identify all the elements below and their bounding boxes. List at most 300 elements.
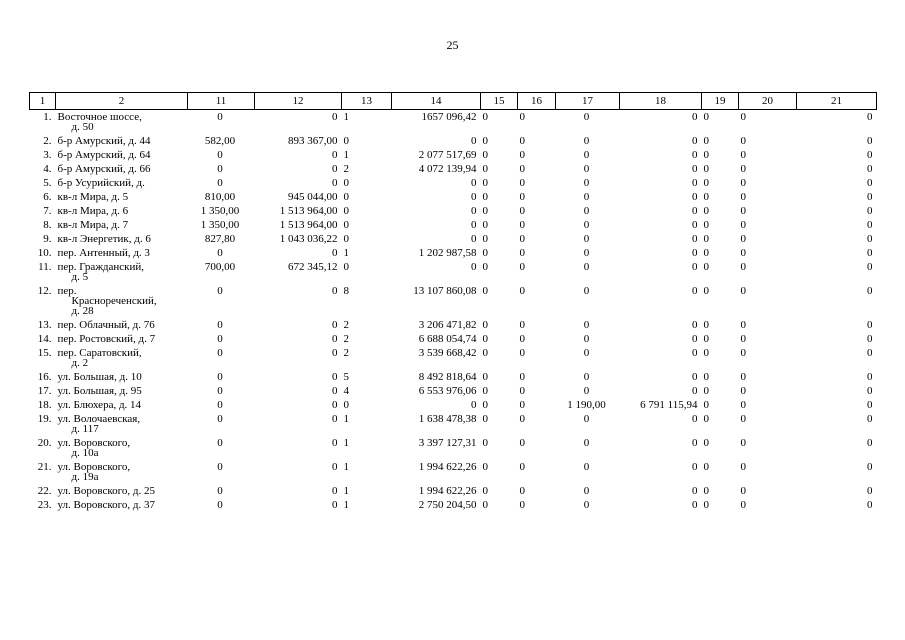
value-cell-21: 0 [867, 205, 873, 217]
value-cell-20: 0 [740, 163, 746, 175]
value-cell-11: 0 [217, 149, 223, 161]
value-cell-18: 0 [692, 461, 698, 473]
value-cell-14: 0 [471, 261, 477, 273]
value-cell-19: 0 [703, 233, 709, 245]
row-number: 14. [37, 333, 52, 345]
value-cell-17: 0 [583, 285, 590, 297]
value-cell-12: 0 [332, 399, 338, 411]
value-cell-14: 6 553 976,06 [418, 385, 477, 397]
table-row [30, 332, 877, 346]
column-header: 12 [255, 93, 342, 110]
address-line: кв-л Мира, д. 6 [57, 205, 129, 217]
value-cell-14: 13 107 860,08 [413, 285, 477, 297]
value-cell-15: 0 [482, 163, 488, 175]
table-row [30, 346, 877, 370]
row-number: 9. [43, 233, 52, 245]
value-cell-16: 0 [519, 485, 525, 497]
table-row [30, 318, 877, 332]
value-cell-18: 0 [692, 219, 698, 231]
value-cell-17: 0 [583, 371, 590, 383]
table-row [30, 436, 877, 460]
page-number: 25 [446, 38, 459, 52]
value-cell-12: 893 367,00 [288, 135, 338, 147]
value-cell-16: 0 [519, 177, 525, 189]
value-cell-18: 0 [692, 371, 698, 383]
value-cell-13: 2 [343, 333, 349, 345]
row-number: 8. [43, 219, 52, 231]
value-cell-11: 0 [217, 371, 223, 383]
value-cell-13: 0 [343, 219, 349, 231]
column-header: 20 [739, 93, 797, 110]
value-cell-20: 0 [740, 205, 746, 217]
value-cell-15: 0 [482, 219, 488, 231]
value-cell-20: 0 [740, 191, 746, 203]
address-line: пер. Облачный, д. 76 [57, 319, 155, 331]
value-cell-18: 0 [692, 413, 698, 425]
value-cell-20: 0 [740, 413, 746, 425]
value-cell-14: 4 072 139,94 [418, 163, 477, 175]
value-cell-21: 0 [867, 247, 873, 259]
value-cell-16: 0 [519, 205, 525, 217]
value-cell-19: 0 [703, 319, 709, 331]
value-cell-12: 0 [332, 385, 338, 397]
value-cell-11: 0 [217, 319, 223, 331]
value-cell-15: 0 [482, 437, 488, 449]
value-cell-13: 2 [343, 163, 349, 175]
value-cell-21: 0 [867, 485, 873, 497]
table-row [30, 246, 877, 260]
table-row [30, 412, 877, 436]
value-cell-12: 945 044,00 [288, 191, 338, 203]
row-number: 7. [43, 205, 52, 217]
value-cell-15: 0 [482, 499, 488, 511]
value-cell-13: 4 [343, 385, 349, 397]
row-number: 20. [37, 437, 52, 449]
value-cell-13: 2 [343, 319, 349, 331]
value-cell-16: 0 [519, 461, 525, 473]
value-cell-16: 0 [519, 333, 525, 345]
value-cell-18: 0 [692, 205, 698, 217]
value-cell-18: 6 791 115,94 [640, 399, 698, 411]
address-line: д. 2 [71, 357, 89, 369]
value-cell-16: 0 [519, 111, 525, 123]
table-row [30, 176, 877, 190]
value-cell-18: 0 [692, 499, 698, 511]
address-line: б-р Усурийский, д. [57, 177, 145, 189]
value-cell-15: 0 [482, 371, 488, 383]
value-cell-20: 0 [740, 499, 746, 511]
column-header: 19 [702, 93, 739, 110]
value-cell-20: 0 [740, 149, 746, 161]
address-cell [56, 318, 188, 332]
value-cell-15: 0 [482, 191, 488, 203]
address-line: ул. Воровского, д. 25 [57, 485, 155, 497]
value-cell-12: 0 [332, 485, 338, 497]
value-cell-11: 0 [217, 333, 223, 345]
value-cell-11: 0 [217, 347, 223, 359]
value-cell-14: 0 [471, 219, 477, 231]
value-cell-19: 0 [703, 485, 709, 497]
value-cell-18: 0 [692, 233, 698, 245]
value-cell-14: 0 [471, 233, 477, 245]
table-row [30, 204, 877, 218]
value-cell-18: 0 [692, 485, 698, 497]
value-cell-21: 0 [867, 371, 873, 383]
value-cell-19: 0 [703, 333, 709, 345]
row-number: 6. [43, 191, 52, 203]
address-cell [56, 436, 188, 460]
value-cell-17: 0 [583, 177, 590, 189]
value-cell-17: 1 190,00 [567, 399, 606, 411]
table-row [30, 370, 877, 384]
value-cell-19: 0 [703, 461, 709, 473]
value-cell-19: 0 [703, 347, 709, 359]
value-cell-20: 0 [740, 135, 746, 147]
value-cell-16: 0 [519, 149, 525, 161]
address-cell [56, 484, 188, 498]
value-cell-20: 0 [740, 437, 746, 449]
value-cell-21: 0 [867, 413, 873, 425]
row-number: 10. [37, 247, 52, 259]
address-line: кв-л Энергетик, д. 6 [57, 233, 151, 245]
value-cell-16: 0 [519, 191, 525, 203]
value-cell-16: 0 [519, 219, 525, 231]
value-cell-11: 700,00 [204, 261, 236, 273]
value-cell-15: 0 [482, 413, 488, 425]
value-cell-12: 0 [332, 247, 338, 259]
value-cell-19: 0 [703, 219, 709, 231]
value-cell-17: 0 [583, 499, 590, 511]
value-cell-19: 0 [703, 385, 709, 397]
column-header: 14 [392, 93, 481, 110]
row-number: 11. [38, 261, 52, 273]
address-line: б-р Амурский, д. 44 [57, 135, 151, 147]
value-cell-16: 0 [519, 135, 525, 147]
value-cell-11: 0 [217, 385, 223, 397]
value-cell-19: 0 [703, 111, 709, 123]
value-cell-13: 5 [343, 371, 349, 383]
address-cell [56, 498, 188, 512]
value-cell-14: 1 994 622,26 [418, 461, 477, 473]
address-line: д. 28 [71, 305, 94, 317]
value-cell-20: 0 [740, 261, 746, 273]
value-cell-20: 0 [740, 233, 746, 245]
column-header: 15 [481, 93, 518, 110]
address-cell [56, 204, 188, 218]
value-cell-17: 0 [583, 437, 590, 449]
value-cell-14: 2 077 517,69 [418, 149, 477, 161]
value-cell-15: 0 [482, 261, 488, 273]
value-cell-15: 0 [482, 319, 488, 331]
row-number: 13. [37, 319, 52, 331]
value-cell-12: 0 [332, 347, 338, 359]
row-number: 15. [37, 347, 52, 359]
value-cell-13: 8 [343, 285, 349, 297]
value-cell-21: 0 [867, 163, 873, 175]
column-header: 21 [797, 93, 877, 110]
value-cell-13: 0 [343, 191, 349, 203]
value-cell-17: 0 [583, 385, 590, 397]
value-cell-21: 0 [867, 191, 873, 203]
value-cell-21: 0 [867, 233, 873, 245]
value-cell-14: 8 492 818,64 [418, 371, 477, 383]
address-cell [56, 260, 188, 284]
value-cell-11: 0 [217, 413, 223, 425]
address-line: пер. Гражданский, [57, 261, 145, 273]
value-cell-13: 0 [343, 261, 349, 273]
value-cell-13: 1 [343, 499, 349, 511]
value-cell-15: 0 [482, 111, 488, 123]
value-cell-13: 1 [343, 247, 349, 259]
value-cell-18: 0 [692, 177, 698, 189]
value-cell-18: 0 [692, 191, 698, 203]
value-cell-13: 0 [343, 177, 349, 189]
address-cell [56, 370, 188, 384]
value-cell-17: 0 [583, 319, 590, 331]
table-row [30, 134, 877, 148]
address-line: ул. Воровского, [57, 461, 131, 473]
value-cell-20: 0 [740, 219, 746, 231]
value-cell-13: 1 [343, 461, 349, 473]
value-cell-18: 0 [692, 437, 698, 449]
value-cell-11: 1 350,00 [200, 219, 240, 231]
address-cell [56, 284, 188, 318]
value-cell-15: 0 [482, 149, 488, 161]
address-cell [56, 110, 188, 135]
address-cell [56, 218, 188, 232]
value-cell-13: 0 [343, 233, 349, 245]
address-line: пер. [57, 285, 77, 297]
value-cell-16: 0 [519, 233, 525, 245]
table-row [30, 190, 877, 204]
address-line: д. 10а [71, 447, 99, 459]
value-cell-13: 1 [343, 149, 349, 161]
address-cell [56, 232, 188, 246]
value-cell-21: 0 [867, 219, 873, 231]
value-cell-16: 0 [519, 371, 525, 383]
address-line: ул. Воровского, д. 37 [57, 499, 155, 511]
value-cell-12: 0 [332, 163, 338, 175]
value-cell-12: 0 [332, 149, 338, 161]
value-cell-14: 3 206 471,82 [418, 319, 477, 331]
value-cell-14: 3 397 127,31 [418, 437, 477, 449]
table-row [30, 498, 877, 512]
value-cell-17: 0 [583, 333, 590, 345]
data-table [29, 92, 877, 512]
value-cell-12: 0 [332, 111, 338, 123]
value-cell-16: 0 [519, 285, 525, 297]
value-cell-19: 0 [703, 437, 709, 449]
value-cell-20: 0 [740, 247, 746, 259]
value-cell-13: 1 [343, 437, 349, 449]
address-line: б-р Амурский, д. 66 [57, 163, 151, 175]
table-row [30, 232, 877, 246]
table-row [30, 110, 877, 135]
value-cell-14: 1657 096,42 [421, 111, 477, 123]
value-cell-13: 1 [343, 111, 349, 123]
value-cell-11: 0 [217, 499, 223, 511]
row-number: 3. [43, 149, 52, 161]
value-cell-16: 0 [519, 261, 525, 273]
value-cell-15: 0 [482, 461, 488, 473]
address-line: ул. Большая, д. 10 [57, 371, 142, 383]
address-line: д. 5 [71, 271, 89, 283]
row-number: 2. [43, 135, 52, 147]
row-number: 21. [37, 461, 52, 473]
value-cell-18: 0 [692, 261, 698, 273]
value-cell-11: 0 [217, 285, 223, 297]
value-cell-21: 0 [867, 399, 873, 411]
value-cell-17: 0 [583, 261, 590, 273]
row-number: 5. [43, 177, 52, 189]
address-cell [56, 398, 188, 412]
value-cell-17: 0 [583, 111, 590, 123]
value-cell-21: 0 [867, 461, 873, 473]
value-cell-18: 0 [692, 285, 698, 297]
address-cell [56, 460, 188, 484]
row-number: 16. [37, 371, 52, 383]
address-cell [56, 384, 188, 398]
value-cell-20: 0 [740, 399, 746, 411]
value-cell-16: 0 [519, 399, 525, 411]
value-cell-12: 0 [332, 333, 338, 345]
table-row [30, 260, 877, 284]
value-cell-19: 0 [703, 399, 709, 411]
value-cell-15: 0 [482, 347, 488, 359]
address-line: д. 19а [71, 471, 99, 483]
value-cell-18: 0 [692, 135, 698, 147]
value-cell-13: 0 [343, 399, 349, 411]
value-cell-17: 0 [583, 347, 590, 359]
value-cell-20: 0 [740, 333, 746, 345]
value-cell-15: 0 [482, 135, 488, 147]
address-cell [56, 176, 188, 190]
address-cell [56, 134, 188, 148]
column-header: 17 [556, 93, 620, 110]
value-cell-19: 0 [703, 261, 709, 273]
value-cell-12: 0 [332, 371, 338, 383]
value-cell-13: 0 [343, 135, 349, 147]
address-line: пер. Ростовский, д. 7 [57, 333, 156, 345]
value-cell-21: 0 [867, 499, 873, 511]
column-header: 1 [30, 93, 56, 110]
value-cell-12: 672 345,12 [288, 261, 338, 273]
address-line: кв-л Мира, д. 7 [57, 219, 129, 231]
value-cell-21: 0 [867, 437, 873, 449]
column-header: 11 [188, 93, 255, 110]
address-line: ул. Блюхера, д. 14 [57, 399, 142, 411]
value-cell-17: 0 [583, 191, 590, 203]
value-cell-15: 0 [482, 205, 488, 217]
row-number: 12. [37, 285, 52, 297]
row-number: 1. [43, 111, 52, 123]
row-number: 19. [37, 413, 52, 425]
value-cell-15: 0 [482, 485, 488, 497]
value-cell-18: 0 [692, 347, 698, 359]
value-cell-14: 1 638 478,38 [418, 413, 477, 425]
column-header: 16 [518, 93, 556, 110]
value-cell-15: 0 [482, 177, 488, 189]
value-cell-21: 0 [867, 347, 873, 359]
value-cell-21: 0 [867, 177, 873, 189]
address-cell [56, 346, 188, 370]
value-cell-15: 0 [482, 285, 488, 297]
row-number: 22. [37, 485, 52, 497]
value-cell-17: 0 [583, 135, 590, 147]
value-cell-11: 0 [217, 399, 223, 411]
table-row [30, 284, 877, 318]
value-cell-11: 0 [217, 437, 223, 449]
value-cell-18: 0 [692, 247, 698, 259]
value-cell-11: 1 350,00 [200, 205, 240, 217]
value-cell-17: 0 [583, 149, 590, 161]
value-cell-18: 0 [692, 333, 698, 345]
table-row [30, 384, 877, 398]
value-cell-19: 0 [703, 135, 709, 147]
address-cell [56, 412, 188, 436]
value-cell-19: 0 [703, 413, 709, 425]
value-cell-12: 0 [332, 285, 338, 297]
value-cell-17: 0 [583, 461, 590, 473]
value-cell-21: 0 [867, 319, 873, 331]
value-cell-17: 0 [583, 247, 590, 259]
value-cell-13: 1 [343, 485, 349, 497]
address-cell [56, 190, 188, 204]
value-cell-21: 0 [867, 385, 873, 397]
address-line: пер. Антенный, д. 3 [57, 247, 150, 259]
value-cell-14: 2 750 204,50 [418, 499, 477, 511]
value-cell-21: 0 [867, 135, 873, 147]
address-cell [56, 246, 188, 260]
value-cell-11: 0 [217, 177, 223, 189]
value-cell-11: 810,00 [204, 191, 236, 203]
value-cell-16: 0 [519, 347, 525, 359]
value-cell-14: 0 [471, 191, 477, 203]
value-cell-12: 0 [332, 499, 338, 511]
value-cell-19: 0 [703, 371, 709, 383]
value-cell-20: 0 [740, 319, 746, 331]
value-cell-20: 0 [740, 285, 746, 297]
value-cell-21: 0 [867, 149, 873, 161]
value-cell-17: 0 [583, 485, 590, 497]
value-cell-16: 0 [519, 499, 525, 511]
value-cell-17: 0 [583, 219, 590, 231]
row-number: 23. [37, 499, 52, 511]
value-cell-12: 0 [332, 437, 338, 449]
value-cell-14: 1 202 987,58 [418, 247, 477, 259]
value-cell-19: 0 [703, 149, 709, 161]
value-cell-16: 0 [519, 385, 525, 397]
value-cell-16: 0 [519, 413, 525, 425]
value-cell-20: 0 [740, 385, 746, 397]
column-header: 13 [342, 93, 392, 110]
value-cell-17: 0 [583, 163, 590, 175]
address-line: Восточное шоссе, [57, 111, 142, 123]
table-row [30, 460, 877, 484]
value-cell-20: 0 [740, 371, 746, 383]
value-cell-13: 0 [343, 205, 349, 217]
address-line: д. 117 [71, 423, 99, 435]
address-cell [56, 332, 188, 346]
value-cell-11: 0 [217, 461, 223, 473]
value-cell-11: 0 [217, 111, 223, 123]
table-row [30, 162, 877, 176]
address-line: б-р Амурский, д. 64 [57, 149, 151, 161]
row-number: 4. [43, 163, 52, 175]
value-cell-17: 0 [583, 205, 590, 217]
value-cell-18: 0 [692, 149, 698, 161]
value-cell-21: 0 [867, 285, 873, 297]
